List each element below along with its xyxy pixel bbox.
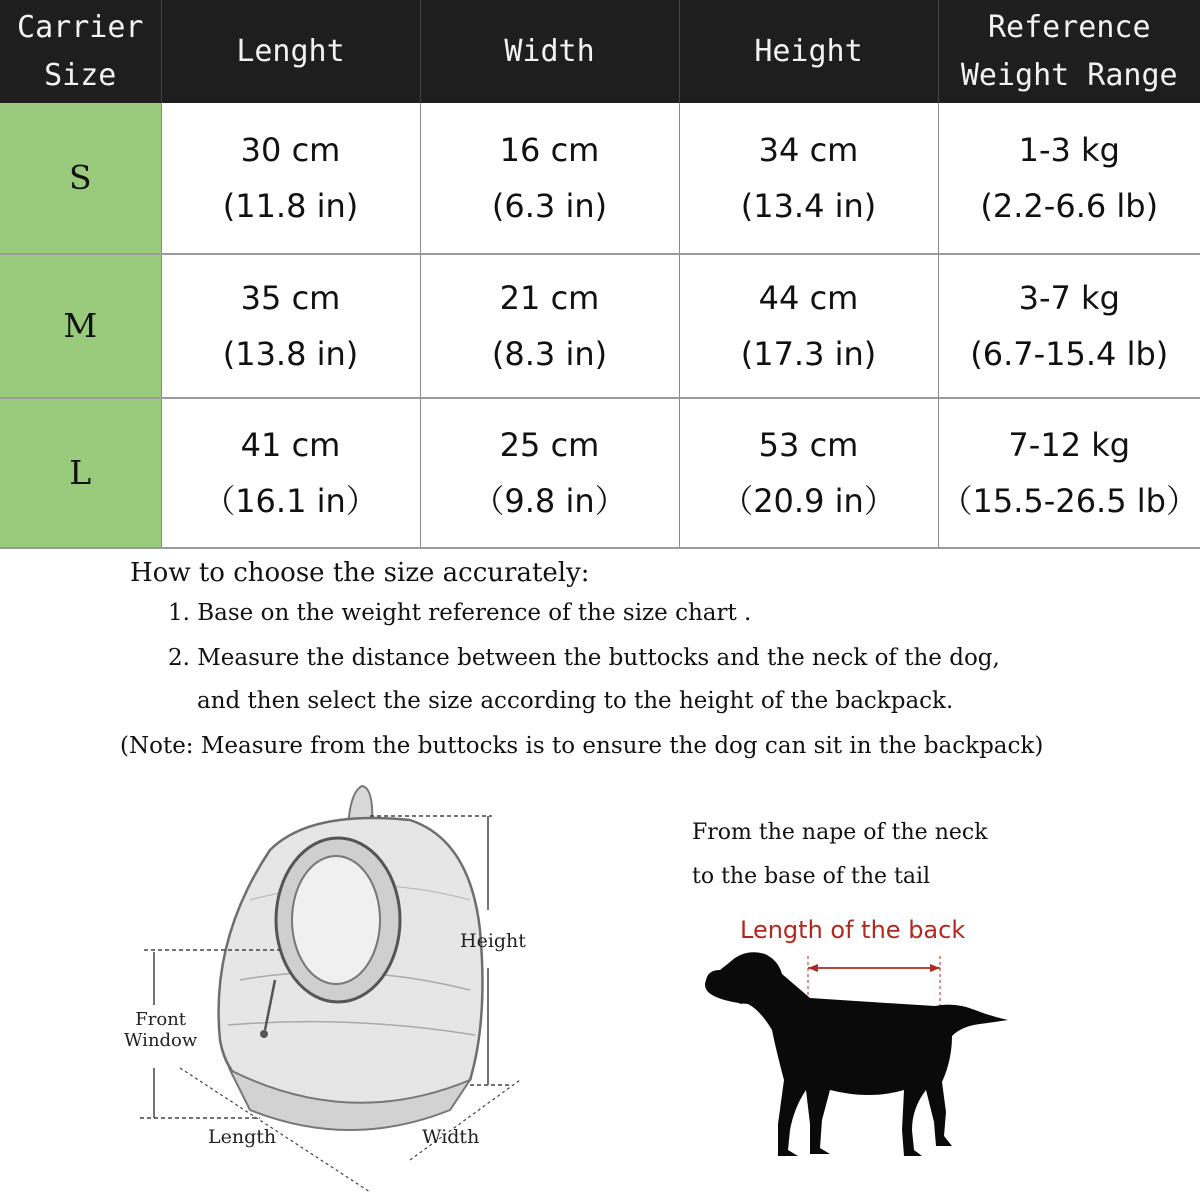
table-row — [0, 254, 1200, 398]
weight-cell — [938, 398, 1200, 548]
header-label: Weight Range — [960, 57, 1178, 93]
header-label: Height — [754, 33, 863, 69]
instruction-note: (Note: Measure from the buttocks is to ensure the dog can sit in the backpack) — [120, 733, 1044, 759]
value-in: (11.8 in) — [222, 187, 359, 225]
header-label: Lenght — [236, 33, 345, 69]
weight-cell — [938, 254, 1200, 398]
value-in: (8.3 in) — [491, 335, 608, 373]
value-cm: 41 cm — [240, 426, 341, 464]
height-dimension-label: Height — [460, 930, 526, 952]
value-in: （16.1 in） — [203, 482, 378, 520]
instruction-step-1: 1. Base on the weight reference of the size chart . — [168, 600, 752, 626]
header-label: Carrier — [17, 9, 144, 45]
header-width — [420, 0, 679, 103]
instruction-step-2-continued: and then select the size according to the height of the backpack. — [197, 688, 954, 714]
instruction-step-2: 2. Measure the distance between the buttocks and the neck of the dog, — [168, 645, 1000, 671]
value-cm: 25 cm — [499, 426, 600, 464]
header-weight-range — [938, 0, 1200, 103]
value-cm: 35 cm — [240, 279, 341, 317]
table-row — [0, 398, 1200, 548]
dog-silhouette — [690, 940, 1020, 1170]
front-window-dimension-label — [124, 1009, 197, 1051]
value-in: (17.3 in) — [740, 335, 877, 373]
value-lb: （15.5-26.5 lb） — [940, 482, 1198, 520]
front-window-label-line: Front — [135, 1009, 187, 1030]
size-label: L — [0, 398, 161, 548]
height-cell — [679, 398, 938, 548]
header-label: Reference — [987, 9, 1151, 45]
dog-measure-text-line2: to the base of the tail — [692, 864, 931, 889]
header-length — [161, 0, 420, 103]
value-in: (13.4 in) — [740, 187, 877, 225]
value-in: (13.8 in) — [222, 335, 359, 373]
size-chart-table — [0, 0, 1200, 549]
value-lb: (6.7-15.4 lb) — [970, 335, 1169, 373]
table-header-row — [0, 0, 1200, 103]
size-label: S — [0, 103, 161, 254]
value-kg: 7-12 kg — [1008, 426, 1131, 464]
front-window-label-line: Window — [124, 1030, 198, 1051]
dog-measure-text-line1: From the nape of the neck — [692, 820, 988, 845]
value-kg: 1-3 kg — [1018, 131, 1120, 169]
value-cm: 30 cm — [240, 131, 341, 169]
back-length-caption: Length of the back — [740, 916, 966, 944]
height-cell — [679, 254, 938, 398]
length-cell — [161, 103, 420, 254]
height-cell — [679, 103, 938, 254]
value-cm: 16 cm — [499, 131, 600, 169]
size-label: M — [0, 254, 161, 398]
header-height — [679, 0, 938, 103]
value-in: （9.8 in） — [472, 482, 627, 520]
width-cell — [420, 398, 679, 548]
width-cell — [420, 254, 679, 398]
header-label: Size — [44, 57, 117, 93]
value-cm: 34 cm — [758, 131, 859, 169]
length-cell — [161, 254, 420, 398]
value-lb: (2.2-6.6 lb) — [980, 187, 1159, 225]
header-carrier-size — [0, 0, 161, 103]
length-dimension-label: Length — [208, 1126, 277, 1148]
value-kg: 3-7 kg — [1018, 279, 1120, 317]
backpack-illustration — [110, 780, 560, 1200]
instructions-heading: How to choose the size accurately: — [130, 558, 590, 588]
length-cell — [161, 398, 420, 548]
value-cm: 21 cm — [499, 279, 600, 317]
weight-cell — [938, 103, 1200, 254]
value-in: (6.3 in) — [491, 187, 608, 225]
table-row — [0, 103, 1200, 254]
header-label: Width — [504, 33, 595, 69]
width-cell — [420, 103, 679, 254]
front-window-mesh — [292, 856, 380, 984]
width-dimension-label: Width — [422, 1126, 480, 1148]
value-cm: 44 cm — [758, 279, 859, 317]
value-cm: 53 cm — [758, 426, 859, 464]
value-in: （20.9 in） — [721, 482, 896, 520]
